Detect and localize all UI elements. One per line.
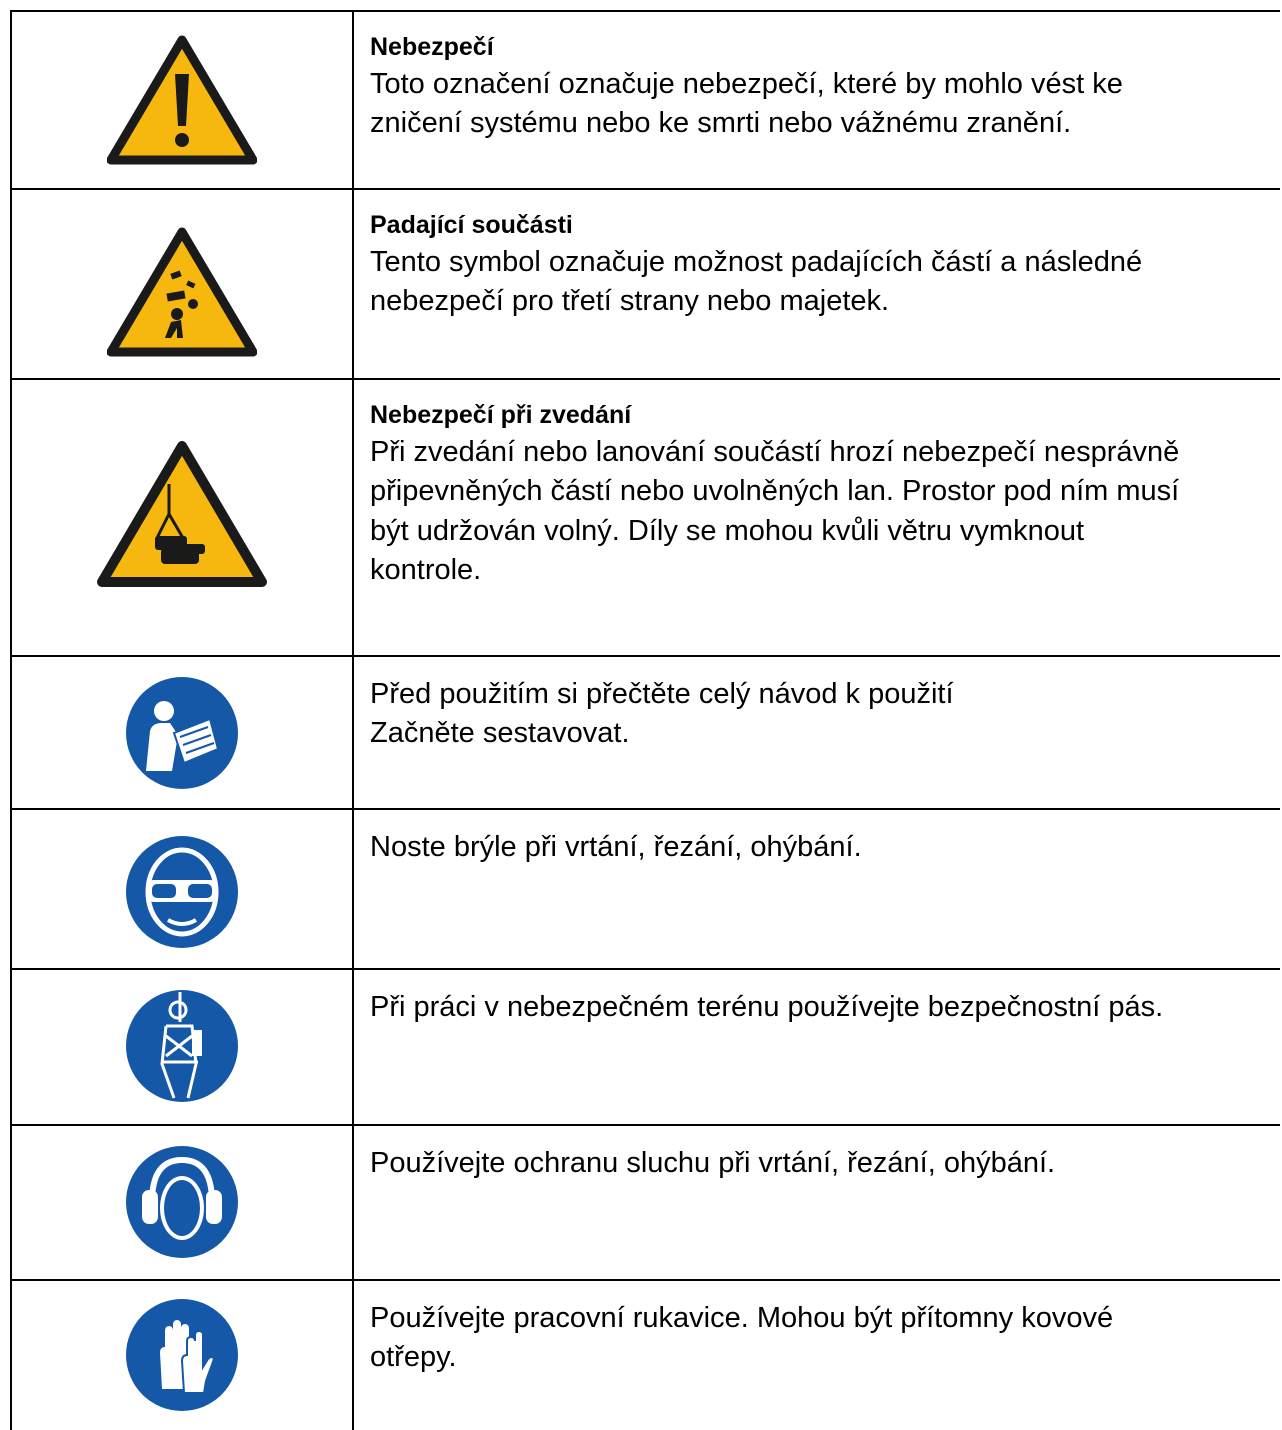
description-line: připevněných částí nebo uvolněných lan. Prostor pod ním musí: [370, 475, 1180, 508]
description-line: Tento symbol označuje možnost padajících částí a následné: [370, 246, 1143, 278]
row-description: [370, 828, 1280, 867]
description-line: nebezpečí pro třetí strany nebo majetek.: [370, 285, 890, 318]
table-row: [11, 809, 1280, 969]
table-row: [11, 656, 1280, 809]
table-row: [11, 1125, 1280, 1280]
ear-protection-icon: [12, 1142, 352, 1262]
falling-parts-warning-icon: [12, 226, 352, 358]
description-cell: [353, 809, 1280, 969]
description-cell: [353, 1280, 1280, 1430]
description-line: kontrole.: [370, 554, 482, 587]
icon-cell: [11, 656, 353, 809]
table-row: [11, 969, 1280, 1125]
icon-cell: [11, 11, 353, 189]
row-description: [370, 675, 1280, 754]
row-description: [370, 243, 1280, 322]
description-line: otřepy.: [370, 1341, 457, 1374]
warning-exclamation-icon: [12, 34, 352, 166]
row-title: Nebezpečí: [370, 33, 494, 61]
eye-protection-icon: [12, 832, 352, 952]
description-line: Před použitím si přečtěte celý návod k použití: [370, 678, 954, 710]
row-description: [370, 1144, 1280, 1183]
row-description: [370, 65, 1280, 144]
row-title: Padající součásti: [370, 211, 573, 239]
table-row: [11, 1280, 1280, 1430]
table-row: [11, 379, 1280, 656]
description-line: Při zvedání nebo lanování součástí hrozí nebezpečí nesprávně: [370, 436, 1180, 468]
description-line: Používejte ochranu sluchu při vrtání, řezání, ohýbání.: [370, 1147, 1056, 1179]
description-line: Používejte pracovní rukavice. Mohou být přítomny kovové: [370, 1302, 1114, 1334]
safety-harness-icon: [12, 986, 352, 1106]
safety-symbols-table: [10, 10, 1280, 1430]
row-title: Nebezpečí při zvedání: [370, 401, 632, 429]
read-manual-icon: [12, 673, 352, 793]
row-description: [370, 433, 1280, 591]
description-line: být udržován volný. Díly se mohou kvůli větru vymknout: [370, 514, 1085, 547]
row-description: [370, 1299, 1280, 1378]
gloves-icon: [12, 1295, 352, 1415]
icon-cell: [11, 1280, 353, 1430]
row-description: [370, 988, 1280, 1027]
icon-cell: [11, 809, 353, 969]
description-line: zničení systému nebo ke smrti nebo vážnému zranění.: [370, 107, 1072, 140]
description-cell: [353, 189, 1280, 379]
description-cell: [353, 1125, 1280, 1280]
icon-cell: [11, 1125, 353, 1280]
table-row: [11, 189, 1280, 379]
table-row: [11, 11, 1280, 189]
icon-cell: [11, 969, 353, 1125]
description-line: Při práci v nebezpečném terénu používejte bezpečnostní pás.: [370, 991, 1164, 1023]
description-line: Noste brýle při vrtání, řezání, ohýbání.: [370, 831, 862, 863]
icon-cell: [11, 189, 353, 379]
description-cell: [353, 656, 1280, 809]
description-cell: [353, 969, 1280, 1125]
icon-cell: [11, 379, 353, 656]
description-line: Toto označení označuje nebezpečí, které by mohlo vést ke: [370, 68, 1123, 100]
description-line: Začněte sestavovat.: [370, 717, 630, 750]
description-cell: [353, 379, 1280, 656]
suspended-load-warning-icon: [12, 440, 352, 590]
description-cell: [353, 11, 1280, 189]
